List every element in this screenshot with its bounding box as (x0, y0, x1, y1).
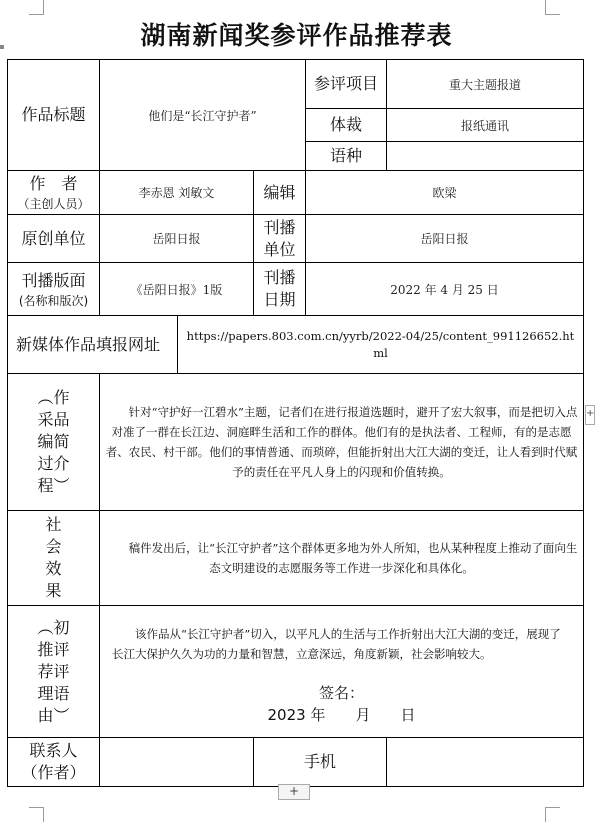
publish-date-value[interactable]: 2022 年 4 月 25 日 (306, 263, 584, 316)
process-text[interactable]: 针对“守护好一江碧水”主题，记者们在进行报道选题时，避开了宏大叙事，而是把切入点对准了一群在长江边、洞庭畔生活和工作的群体。他们有的是执法者、工程师，有的是志愿者、农民、村干部。他们的事情普通、而琐碎，但能折射出大江大湖的变迁，让人看到时代赋予的责任在平凡人身上的闪现和价值转换。 (100, 374, 584, 511)
process-label-cell (8, 374, 100, 511)
table-row (8, 511, 584, 606)
author-label: 作 者 (29, 174, 78, 193)
work-title-value[interactable]: 他们是“长江守护者” (100, 60, 306, 171)
reason-cell (100, 606, 584, 738)
work-title-label: 作品标题 (8, 60, 100, 171)
edition-sublabel: (名称和版次) (18, 293, 89, 308)
side-expand-handle[interactable]: + (585, 405, 595, 425)
editor-value[interactable]: 欧梁 (306, 171, 584, 215)
page-corner-mark (29, 0, 44, 15)
edition-label-cell (8, 263, 100, 316)
reason-text[interactable]: 该作品从“长江守护者”切入，以平凡人的生活与工作折射出大江大湖的变迁，展现了长江大保护久久为功的力量和智慧，立意深远，角度新颖，社会影响较大。 (112, 627, 561, 661)
page-corner-mark (29, 807, 44, 822)
original-unit-label: 原创单位 (8, 215, 100, 263)
category-label: 参评项目 (306, 60, 387, 109)
publish-date-label: 刊播日期 (263, 268, 296, 309)
signature-label: 签名： (318, 684, 364, 702)
phone-value[interactable] (387, 738, 584, 787)
table-row (8, 60, 584, 109)
publish-unit-label: 刊播单位 (263, 217, 296, 259)
table-row (8, 738, 584, 787)
edition-value[interactable]: 《岳阳日报》1版 (100, 263, 254, 316)
author-value[interactable]: 李赤恩 刘敏文 (100, 171, 254, 215)
reason-label: ︵初推评荐评理语由︶ (37, 617, 70, 725)
original-unit-value[interactable]: 岳阳日报 (100, 215, 254, 263)
contact-value[interactable] (100, 738, 254, 787)
page-title: 湖南新闻奖参评作品推荐表 (140, 21, 453, 50)
genre-value[interactable]: 报纸通讯 (387, 109, 584, 142)
language-label: 语种 (306, 142, 387, 171)
table-row (8, 215, 584, 263)
table-row (8, 374, 584, 511)
editor-label: 编辑 (254, 171, 306, 215)
process-label: ︵作采品编简过介程︶ (37, 388, 70, 495)
sign-date-line: 2023 年 月 日 (267, 706, 416, 724)
author-sublabel: （主创人员） (17, 197, 90, 211)
contact-label-cell (8, 738, 100, 787)
add-row-button[interactable]: + (278, 784, 310, 800)
new-media-url-label: 新媒体作品填报网址 (8, 316, 178, 374)
recommendation-form-table (7, 59, 584, 787)
page-corner-mark (545, 807, 560, 822)
page-corner-mark (545, 0, 560, 15)
phone-label: 手机 (254, 738, 387, 787)
effect-text[interactable]: 稿件发出后，让“长江守护者”这个群体更多地为外人所知，也从某种程度上推动了面向生态文明建设的志愿服务等工作进一步深化和具体化。 (100, 511, 584, 606)
language-value[interactable] (387, 142, 584, 171)
publish-unit-label-cell (254, 215, 306, 263)
genre-label: 体裁 (306, 109, 387, 142)
table-row (8, 606, 584, 738)
publish-unit-value[interactable]: 岳阳日报 (306, 215, 584, 263)
effect-label-cell (8, 511, 100, 606)
table-row (8, 316, 584, 374)
contact-label: 联系人（作者） (21, 741, 86, 782)
new-media-url-value[interactable]: https://papers.803.com.cn/yyrb/2022-04/25/content_991126652.html (178, 316, 584, 374)
category-value[interactable]: 重大主题报道 (387, 60, 584, 109)
edition-label: 刊播版面 (21, 270, 86, 290)
table-row (8, 171, 584, 215)
table-row (8, 263, 584, 316)
author-label-cell (8, 171, 100, 215)
reason-label-cell (8, 606, 100, 738)
effect-label: 社会效果 (45, 515, 62, 600)
publish-date-label-cell (254, 263, 306, 316)
